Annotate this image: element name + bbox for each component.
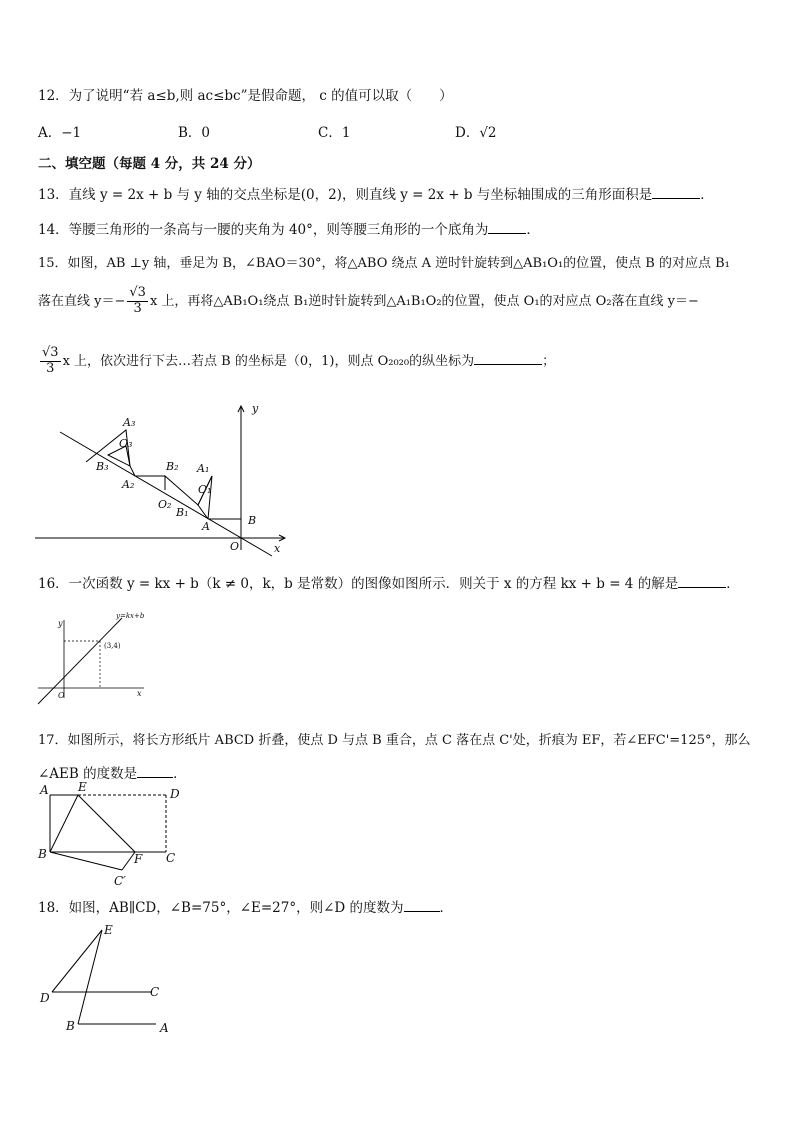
q16-y-label: y	[58, 619, 63, 628]
q15-label-b3: B₃	[96, 460, 109, 473]
q15-end: ；	[542, 353, 556, 369]
q18-label-b: B	[66, 1019, 75, 1033]
q15-label-b1: B₁	[176, 506, 189, 519]
q17-text: ∠AEB 的度数是	[38, 766, 138, 782]
q17-segment-bc-prime	[50, 852, 122, 870]
q15-frac-den: 3	[133, 300, 142, 316]
q17-label-f: F	[134, 852, 143, 866]
q15-line1: 15．如图，AB ⊥y 轴，垂足为 B，∠BAO＝30°，将△ABO 绕点 A 逆时针旋转到△AB₁O₁的位置，使点 B 的对应点 B₁	[38, 256, 730, 271]
q16-end: ．	[726, 576, 740, 592]
q16-x-label: x	[137, 689, 142, 698]
q17-label-c: C	[166, 851, 176, 865]
section-title: 二、填空题（每题 4 分，共 24 分）	[38, 156, 261, 172]
q18-answer-blank[interactable]	[404, 899, 440, 912]
q15-line3	[38, 346, 555, 377]
q15-label-o1: O₁	[198, 483, 212, 496]
q15-label-o: O	[230, 540, 240, 553]
q17-figure	[34, 780, 194, 890]
q15-label-b2: B₂	[166, 460, 179, 473]
q18-label-a: A	[160, 1021, 169, 1035]
q17-answer-blank[interactable]	[137, 765, 173, 778]
q13-end: ．	[700, 187, 714, 203]
q15-label-b: B	[248, 514, 257, 527]
q15-frac2-num: √3	[42, 345, 59, 360]
q15-label-a: A	[202, 520, 210, 533]
q15-line2a: 落在直线 y＝−	[38, 293, 126, 309]
q16-figure	[34, 608, 154, 703]
q12-option-a: A．−1	[38, 125, 82, 141]
q15-figure	[30, 400, 290, 560]
q13-answer-blank[interactable]	[652, 186, 700, 199]
q13-text: 13．直线 y = 2x + b 与 y 轴的交点坐标是(0，2)，则直线 y = 2x + b 与坐标轴围成的三角形面积是	[38, 187, 653, 203]
q16-text: 16．一次函数 y = kx + b（k ≠ 0，k，b 是常数）的图像如图所示．则关于 x 的方程 kx + b = 4 的解是	[38, 576, 679, 592]
q18-figure	[36, 922, 186, 1042]
q15-label-a1: A₁	[197, 462, 210, 475]
q14-text: 14．等腰三角形的一条高与一腰的夹角为 40°，则等腰三角形的一个底角为	[38, 222, 489, 238]
q14	[38, 218, 540, 238]
q15-line	[60, 432, 272, 556]
q15-label-a2: A₂	[122, 478, 135, 491]
q15-frac-num: √3	[129, 285, 146, 300]
q15-fraction	[127, 286, 148, 317]
q18	[38, 896, 453, 916]
q17-fold-ef	[78, 795, 135, 852]
q16-answer-blank[interactable]	[678, 575, 726, 588]
q17-end: ．	[173, 766, 187, 782]
q17-label-a: A	[40, 783, 49, 797]
q18-label-e: E	[104, 923, 113, 937]
q15-line2b: x 上，再将△AB₁O₁绕点 B₁逆时针旋转到△A₁B₁O₂的位置，使点 O₁的对应点 O₂落在直线 y＝−	[149, 293, 699, 309]
q17-label-c-prime: C′	[114, 874, 126, 888]
q17-label-d: D	[170, 787, 180, 801]
q15-label-o3: O₃	[119, 437, 133, 450]
q15-fraction-2	[40, 346, 61, 377]
q17-segment-be	[50, 795, 78, 852]
q16-line-label: y=kx+b	[116, 612, 145, 620]
q15-line3-text: x 上，依次进行下去…若点 B 的坐标是（0，1)，则点 O₂₀₂₀的纵坐标为	[62, 353, 475, 369]
q12-option-d: D．√2	[455, 125, 497, 141]
q15-label-x: x	[274, 542, 281, 555]
q18-text: 18．如图，AB∥CD，∠B=75°，∠E=27°，则∠D 的度数为	[38, 900, 404, 916]
q16-o-label: O	[58, 691, 65, 700]
q15-segment-b2	[130, 466, 165, 476]
q17-label-e: E	[78, 780, 87, 794]
q15-answer-blank[interactable]	[474, 352, 542, 365]
q18-end: ．	[439, 900, 454, 916]
q16-line	[38, 618, 122, 704]
q18-label-d: D	[40, 991, 50, 1005]
q12-option-c: C．1	[318, 125, 351, 141]
q17-line1: 17．如图所示，将长方形纸片 ABCD 折叠，使点 D 与点 B 重合，点 C 落在点 C'处，折痕为 EF，若∠EFC'=125°，那么	[38, 733, 751, 748]
q14-answer-blank[interactable]	[488, 221, 526, 234]
q14-end: ．	[526, 222, 540, 238]
q12-option-b: B．0	[178, 125, 211, 141]
q18-label-c: C	[150, 985, 160, 999]
q17-line2	[38, 762, 187, 782]
q13	[38, 183, 714, 203]
q16-point-label: (3,4)	[104, 642, 121, 650]
q15-frac2-den: 3	[46, 360, 55, 376]
q16	[38, 572, 740, 592]
q17-label-b: B	[38, 847, 47, 861]
q12-text: 12．为了说明“若 a≤b,则 ac≤bc”是假命题， c 的值可以取（ ）	[38, 88, 453, 104]
q15-line2	[38, 286, 699, 317]
q15-label-o2: O₂	[158, 498, 172, 511]
q15-label-a3: A₃	[123, 416, 136, 429]
q15-label-y: y	[252, 402, 259, 415]
